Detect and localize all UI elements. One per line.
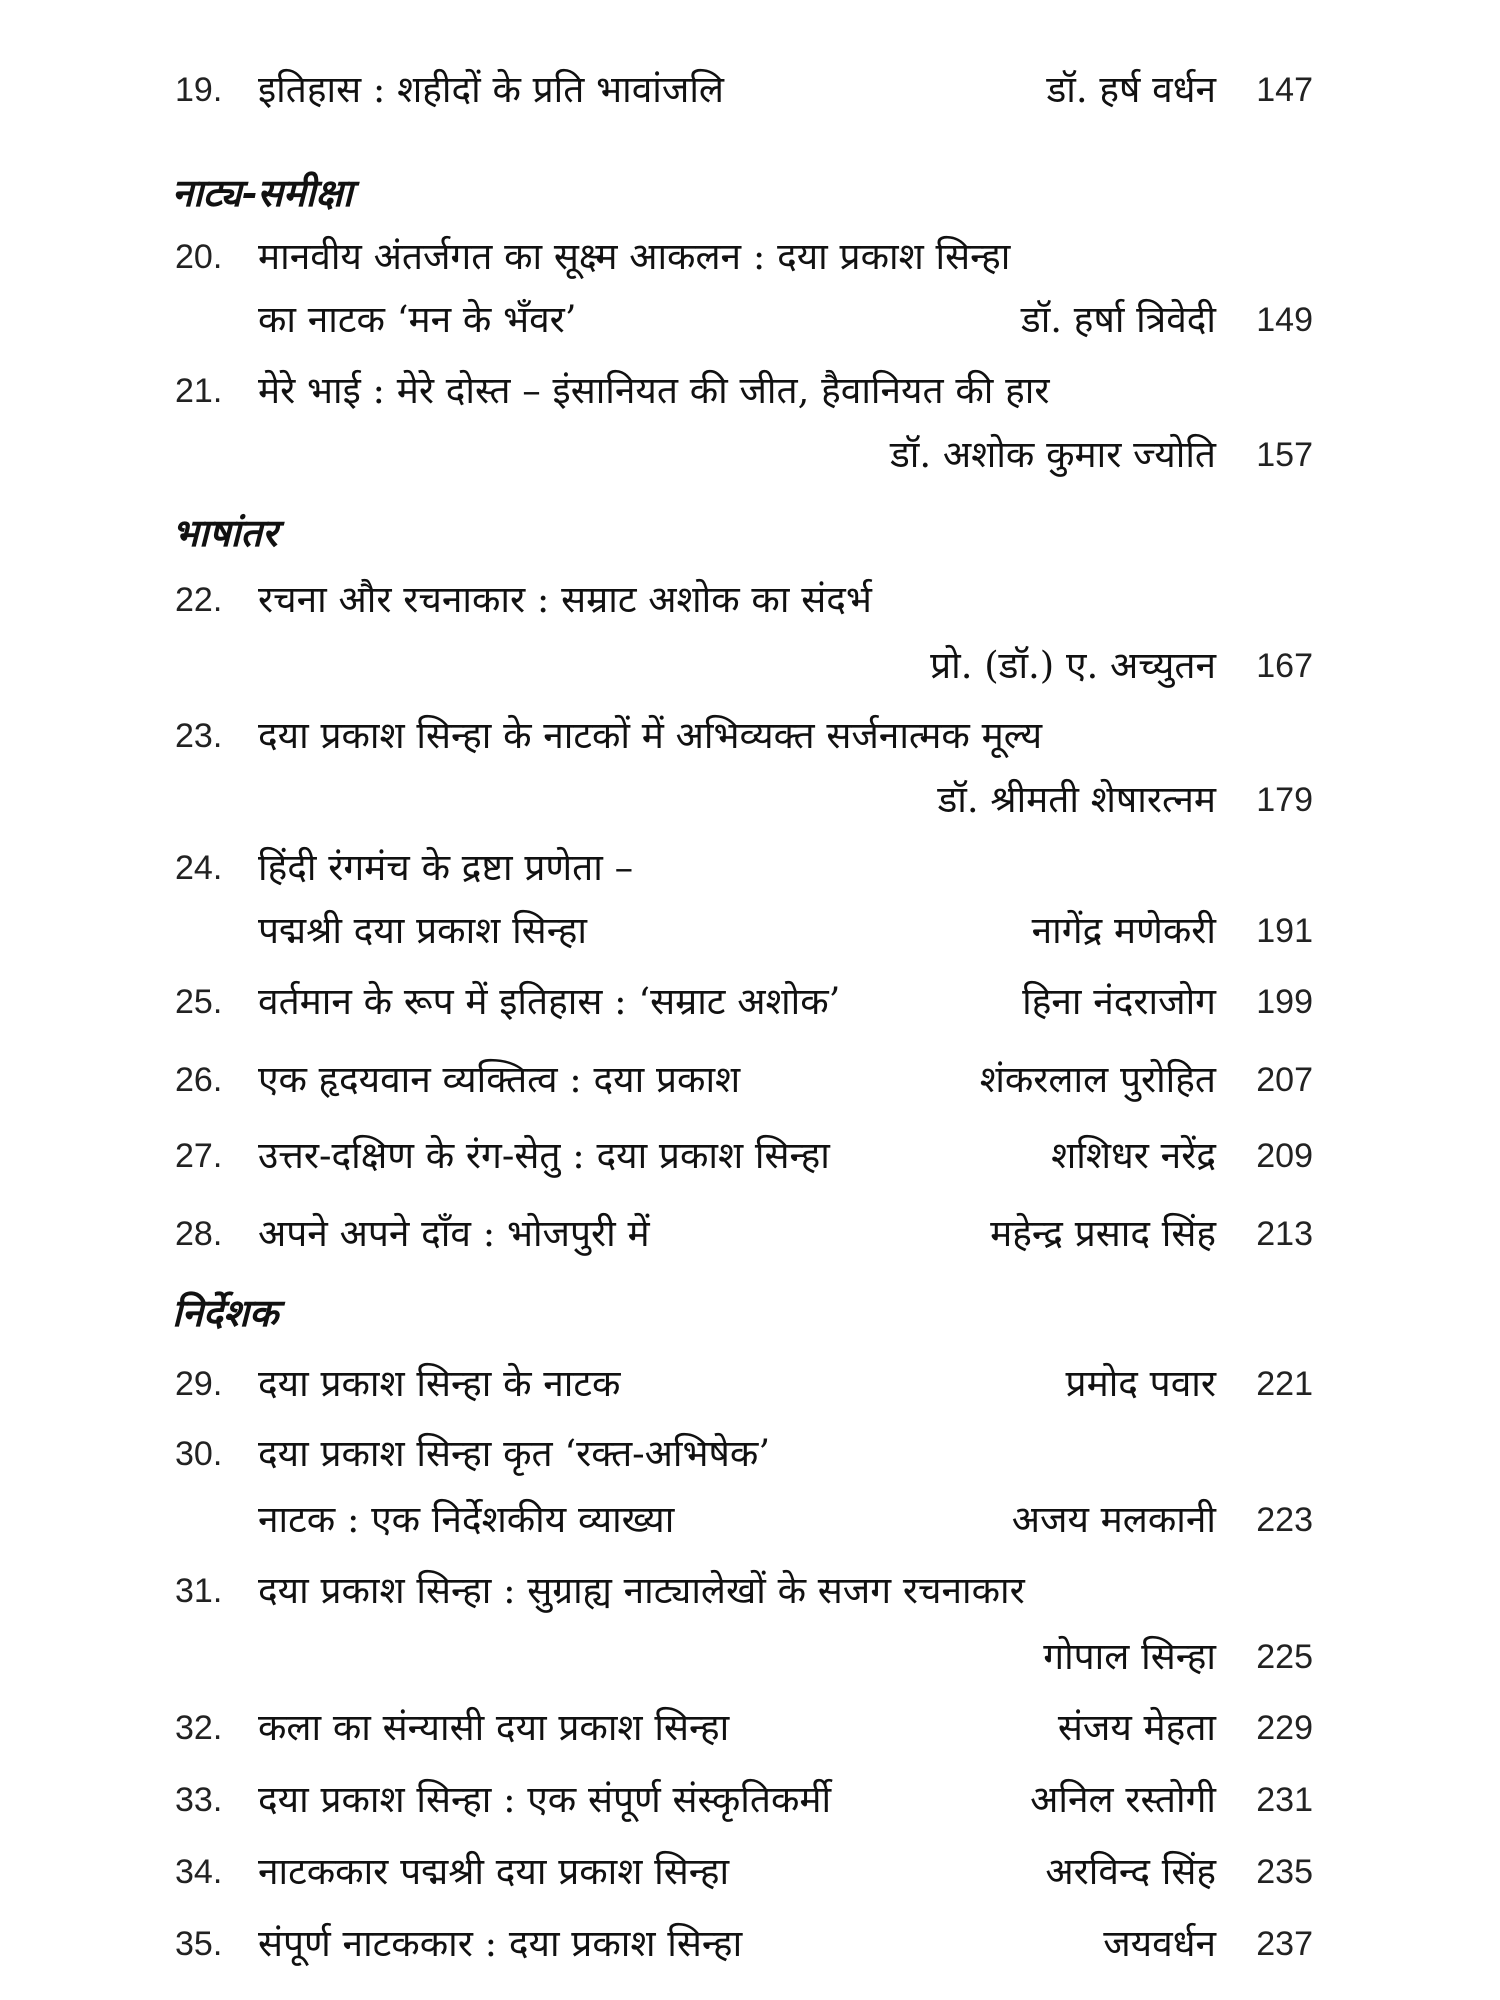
entry-number: 24. [175,849,223,887]
entry-page: 167 [1256,647,1313,685]
entry-author: जयवर्धन [1103,1922,1216,1965]
entry-author: अनिल रस्तोगी [1030,1778,1216,1821]
entry-page: 147 [1256,71,1313,109]
entry-title: दया प्रकाश सिन्हा के नाटकों में अभिव्यक्त सर्जनात्मक मूल्य [258,714,1043,757]
entry-page: 199 [1256,983,1313,1021]
entry-author: डॉ. हर्ष वर्धन [1046,68,1216,111]
toc-entry-34 [0,1842,1500,1902]
entry-number: 26. [175,1061,223,1099]
entry-page: 209 [1256,1137,1313,1175]
toc-entry-27 [0,1126,1500,1186]
entry-title: दया प्रकाश सिन्हा कृत ‘रक्त-अभिषेक’ [258,1432,771,1475]
toc-entry-19 [0,60,1500,120]
entry-number: 28. [175,1215,223,1253]
toc-entry-23 [0,706,1500,766]
entry-author: डॉ. अशोक कुमार ज्योति [890,433,1216,476]
entry-number: 19. [175,71,223,109]
section-heading-bhashantar: भाषांतर [172,510,278,555]
toc-entry-21-author-line [0,425,1500,485]
toc-entry-26 [0,1050,1500,1110]
entry-author: डॉ. हर्षा त्रिवेदी [1020,298,1216,341]
entry-author: संजय मेहता [1057,1706,1216,1749]
entry-page: 213 [1256,1215,1313,1253]
entry-page: 179 [1256,781,1313,819]
toc-entry-28 [0,1204,1500,1264]
entry-number: 27. [175,1137,223,1175]
entry-number: 34. [175,1853,223,1891]
entry-number: 29. [175,1365,223,1403]
entry-page: 235 [1256,1853,1313,1891]
section-heading-nirdeshak: निर्देशक [172,1290,279,1335]
entry-title-continued: का नाटक ‘मन के भँवर’ [258,298,577,341]
entry-title: हिंदी रंगमंच के द्रष्टा प्रणेता – [258,846,634,889]
entry-page: 223 [1256,1501,1313,1539]
entry-author: शंकरलाल पुरोहित [979,1058,1216,1101]
entry-number: 31. [175,1572,223,1610]
entry-page: 237 [1256,1925,1313,1963]
toc-entry-20-continued [0,290,1500,350]
entry-page: 157 [1256,436,1313,474]
entry-title: मानवीय अंतर्जगत का सूक्ष्म आकलन : दया प्रकाश सिन्हा [258,235,1011,278]
entry-number: 30. [175,1435,223,1473]
entry-title: अपने अपने दाँव : भोजपुरी में [258,1212,650,1255]
entry-title: वर्तमान के रूप में इतिहास : ‘सम्राट अशोक’ [258,980,841,1023]
toc-entry-22-author-line [0,636,1500,696]
toc-entry-24 [0,838,1500,898]
entry-title: कला का संन्यासी दया प्रकाश सिन्हा [258,1706,730,1749]
toc-entry-25 [0,972,1500,1032]
entry-title: मेरे भाई : मेरे दोस्त – इंसानियत की जीत, हैवानियत की हार [258,369,1050,412]
entry-page: 225 [1256,1638,1313,1676]
entry-title-continued: पद्मश्री दया प्रकाश सिन्हा [258,909,587,952]
toc-entry-21 [0,361,1500,421]
entry-page: 191 [1256,912,1313,950]
toc-entry-32 [0,1698,1500,1758]
entry-title: एक हृदयवान व्यक्तित्व : दया प्रकाश [258,1058,741,1101]
toc-entry-30-continued [0,1490,1500,1550]
entry-number: 21. [175,372,223,410]
entry-number: 22. [175,581,223,619]
entry-title: रचना और रचनाकार : सम्राट अशोक का संदर्भ [258,578,872,621]
entry-author: शशिधर नरेंद्र [1051,1134,1216,1177]
entry-author: डॉ. श्रीमती शेषारत्नम [937,778,1216,821]
entry-author: गोपाल सिन्हा [1043,1635,1216,1678]
entry-title: उत्तर-दक्षिण के रंग-सेतु : दया प्रकाश सिन्हा [258,1134,830,1177]
entry-page: 229 [1256,1709,1313,1747]
toc-entry-31-author-line [0,1627,1500,1687]
toc-entry-23-author-line [0,770,1500,830]
toc-entry-30 [0,1424,1500,1484]
entry-page: 231 [1256,1781,1313,1819]
entry-title-continued: नाटक : एक निर्देशकीय व्याख्या [258,1498,675,1541]
entry-title: दया प्रकाश सिन्हा : एक संपूर्ण संस्कृतिकर्मी [258,1778,832,1821]
entry-title: नाटककार पद्मश्री दया प्रकाश सिन्हा [258,1850,730,1893]
toc-entry-20 [0,227,1500,287]
toc-entry-33 [0,1770,1500,1830]
entry-author: अजय मलकानी [1011,1498,1216,1541]
entry-number: 23. [175,717,223,755]
entry-page: 149 [1256,301,1313,339]
entry-number: 20. [175,238,223,276]
entry-title: इतिहास : शहीदों के प्रति भावांजलि [258,68,724,111]
entry-number: 33. [175,1781,223,1819]
section-heading-natya-samiksha: नाट्य-समीक्षा [172,170,353,215]
toc-entry-29 [0,1354,1500,1414]
entry-page: 207 [1256,1061,1313,1099]
entry-author: प्रो. (डॉ.) ए. अच्युतन [930,644,1216,687]
toc-entry-24-continued [0,901,1500,961]
entry-author: अरविन्द सिंह [1045,1850,1216,1893]
entry-page: 221 [1256,1365,1313,1403]
entry-number: 35. [175,1925,223,1963]
entry-author: नागेंद्र मणेकरी [1031,909,1216,952]
toc-entry-31 [0,1561,1500,1621]
entry-author: प्रमोद पवार [1065,1362,1216,1405]
entry-title: दया प्रकाश सिन्हा के नाटक [258,1362,621,1405]
entry-author: हिना नंदराजोग [1022,980,1216,1023]
entry-title: दया प्रकाश सिन्हा : सुग्राह्य नाट्यालेखों के सजग रचनाकार [258,1569,1025,1612]
entry-author: महेन्द्र प्रसाद सिंह [990,1212,1216,1255]
entry-number: 32. [175,1709,223,1747]
entry-number: 25. [175,983,223,1021]
toc-entry-22 [0,570,1500,630]
toc-entry-35 [0,1914,1500,1974]
entry-title: संपूर्ण नाटककार : दया प्रकाश सिन्हा [258,1922,743,1965]
